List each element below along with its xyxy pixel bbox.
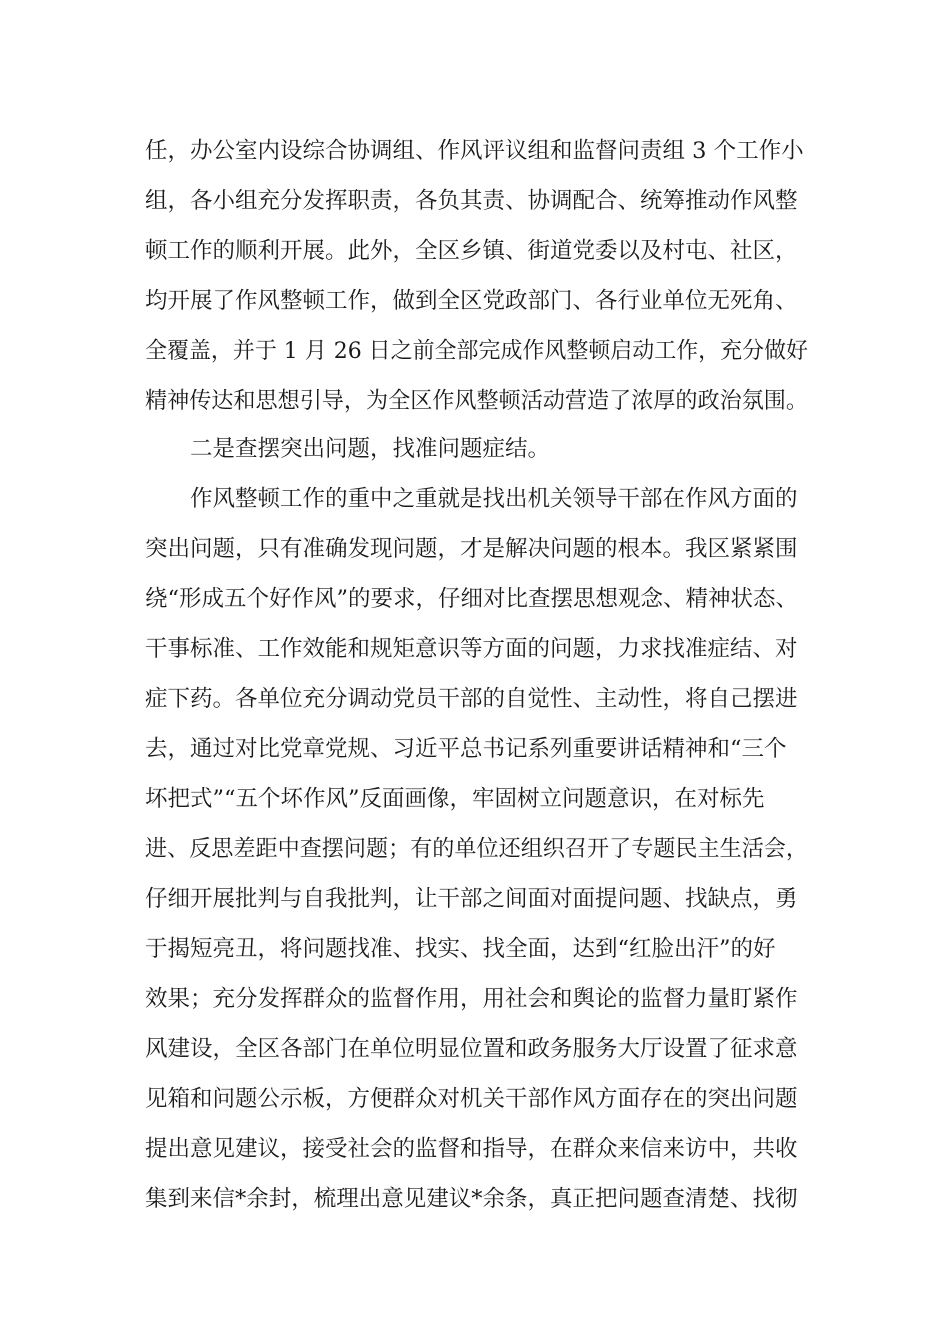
text-line: 顿工作的顺利开展。此外，全区乡镇、街道党委以及村屯、社区， <box>145 238 798 264</box>
text-line: 于揭短亮丑，将问题找准、找实、找全面，达到“红脸出汗”的好 <box>145 936 776 962</box>
text-line: 绕“形成五个好作风”的要求，仔细对比查摆思想观念、精神状态、 <box>145 586 799 612</box>
text-line: 干事标准、工作效能和规矩意识等方面的问题，力求找准症结、对 <box>145 636 798 662</box>
text-line: 集到来信*余封，梳理出意见建议*余条，真正把问题查清楚、找彻 <box>145 1186 798 1212</box>
text-line: 仔细开展批判与自我批判，让干部之间面对面提问题、找缺点，勇 <box>145 886 798 912</box>
text-line: 坏把式”“五个坏作风”反面画像，牢固树立问题意识，在对标先 <box>145 786 765 812</box>
text-line: 见箱和问题公示板，方便群众对机关干部作风方面存在的突出问题 <box>145 1086 798 1112</box>
text-line: 提出意见建议，接受社会的监督和指导，在群众来信来访中，共收 <box>145 1136 798 1162</box>
text-line: 任，办公室内设综合协调组、作风评议组和监督问责组 3 个工作小 <box>145 138 804 164</box>
text-line: 进、反思差距中查摆问题；有的单位还组织召开了专题民主生活会， <box>145 836 809 862</box>
text-line: 风建设，全区各部门在单位明显位置和政务服务大厅设置了征求意 <box>145 1036 798 1062</box>
text-line: 症下药。各单位充分调动党员干部的自觉性、主动性，将自己摆进 <box>145 686 798 712</box>
paragraph-first-line: 作风整顿工作的重中之重就是找出机关领导干部在作风方面的 <box>190 486 798 512</box>
section-heading: 二是查摆突出问题，找准问题症结。 <box>190 436 551 462</box>
text-line: 组，各小组充分发挥职责，各负其责、协调配合、统筹推动作风整 <box>145 188 798 214</box>
text-line: 精神传达和思想引导，为全区作风整顿活动营造了浓厚的政治氛围。 <box>145 388 809 414</box>
text-line: 效果；充分发挥群众的监督作用，用社会和舆论的监督力量盯紧作 <box>145 986 798 1012</box>
text-line: 全覆盖，并于 1 月 26 日之前全部完成作风整顿启动工作，充分做好 <box>145 338 809 364</box>
text-line: 突出问题，只有准确发现问题，才是解决问题的根本。我区紧紧围 <box>145 536 798 562</box>
text-line: 去，通过对比党章党规、习近平总书记系列重要讲话精神和“三个 <box>145 736 787 762</box>
text-line: 均开展了作风整顿工作，做到全区党政部门、各行业单位无死角、 <box>145 288 798 314</box>
